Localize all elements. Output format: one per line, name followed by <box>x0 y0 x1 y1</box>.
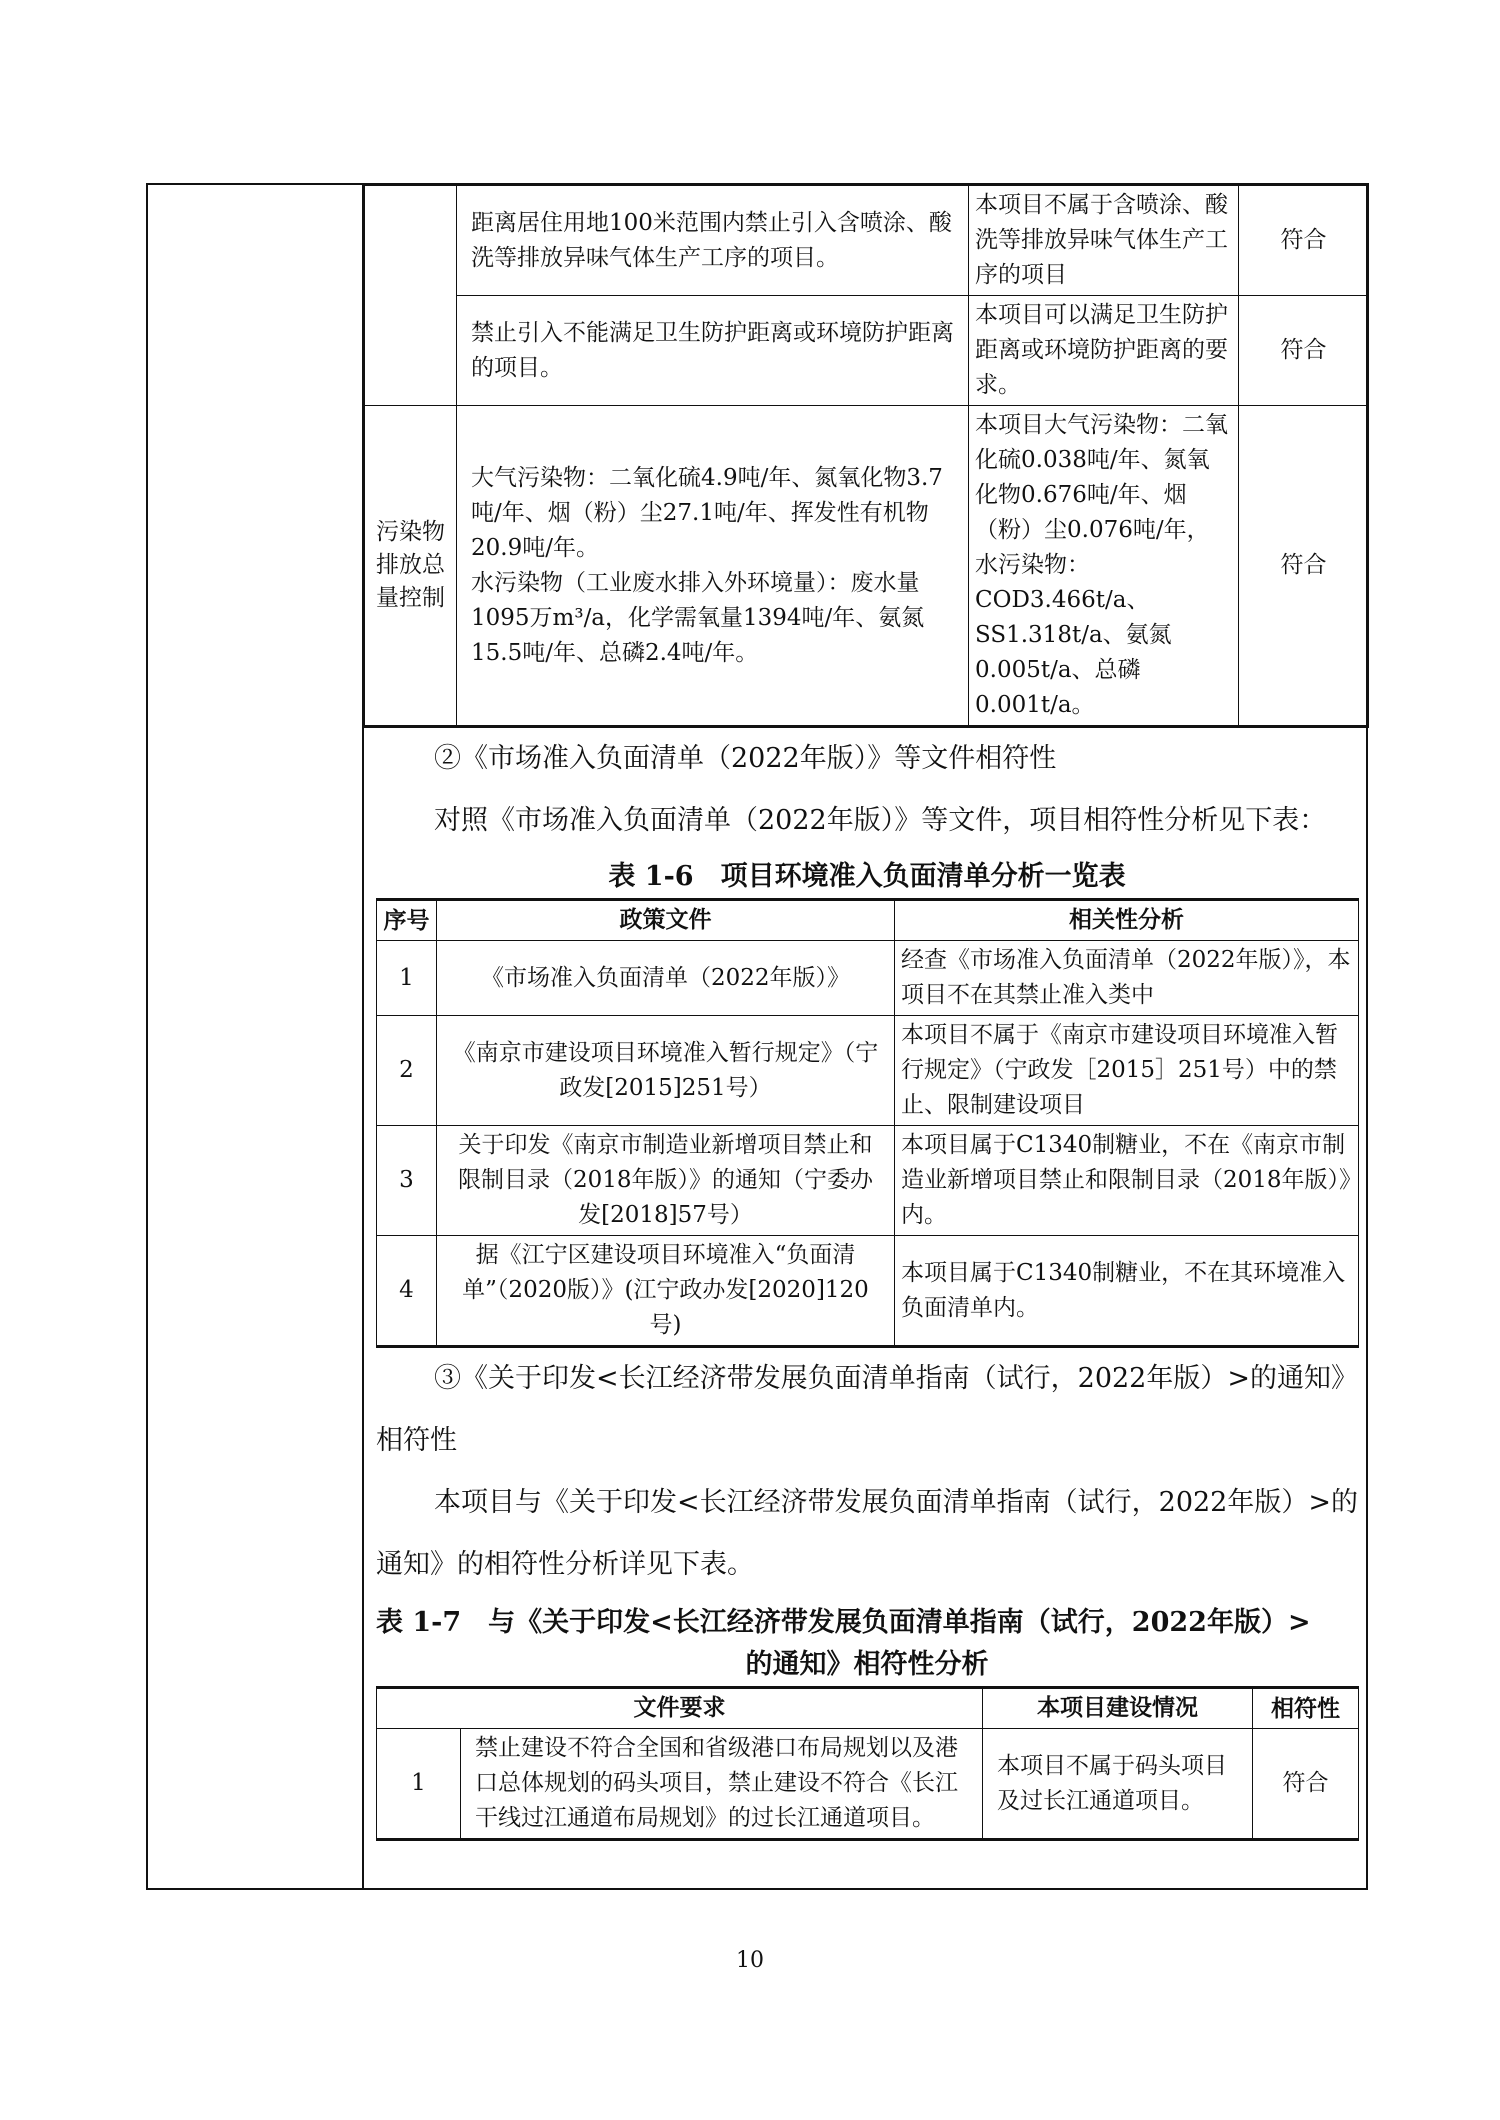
section-2-heading: ②《市场准入负面清单（2022年版）》等文件相符性 <box>434 743 1057 774</box>
table-row <box>377 941 1359 1016</box>
row-policy: 《南京市建设项目环境准入暂行规定》（宁政发[2015]251号） <box>437 1016 895 1126</box>
table-row <box>365 406 1369 727</box>
table-7-caption-line1: 表 1-7 与《关于印发<长江经济带发展负面清单指南（试行，2022年版）> <box>376 1607 1311 1638</box>
zoning-requirement-table <box>364 183 1369 728</box>
row-requirement: 禁止建设不符合全国和省级港口布局规划以及港口总体规划的码头项目，禁止建设不符合《长江干线过江通道布局规划》的过长江通道项目。 <box>461 1729 983 1840</box>
row-no: 1 <box>377 941 437 1016</box>
table-6 <box>376 898 1359 1348</box>
table-row <box>377 1729 1359 1840</box>
row-status: 本项目不属于码头项目及过长江通道项目。 <box>983 1729 1253 1840</box>
header-result: 相符性 <box>1253 1688 1359 1729</box>
row-policy: 据《江宁区建设项目环境准入“负面清单”（2020版）》(江宁政办发[2020]120号) <box>437 1236 895 1347</box>
requirement-cell: 距离居住用地100米范围内禁止引入含喷涂、酸洗等排放异味气体生产工序的项目。 <box>457 185 969 296</box>
section-2 <box>364 728 1368 898</box>
table-row <box>377 1236 1359 1347</box>
requirement-cell <box>457 406 969 727</box>
project-cell: 本项目可以满足卫生防护距离或环境防护距离的要求。 <box>969 296 1239 406</box>
table-row <box>377 1016 1359 1126</box>
project-cell: 本项目不属于含喷涂、酸洗等排放异味气体生产工序的项目 <box>969 185 1239 296</box>
requirement-cell: 禁止引入不能满足卫生防护距离或环境防护距离的项目。 <box>457 296 969 406</box>
empty-category-cell <box>365 185 457 406</box>
header-analysis: 相关性分析 <box>895 900 1359 941</box>
table-row <box>377 1126 1359 1236</box>
row-analysis: 经查《市场准入负面清单（2022年版）》，本项目不在其禁止准入类中 <box>895 941 1359 1016</box>
result-cell: 符合 <box>1239 185 1369 296</box>
table-row <box>365 185 1369 296</box>
table-header-row <box>377 1688 1359 1729</box>
header-no: 序号 <box>377 900 437 941</box>
section-3 <box>364 1348 1368 1686</box>
section-3-heading: ③《关于印发<长江经济带发展负面清单指南（试行，2022年版）>的通知》相符性 <box>376 1363 1358 1456</box>
row-no: 2 <box>377 1016 437 1126</box>
row-policy: 《市场准入负面清单（2022年版）》 <box>437 941 895 1016</box>
header-status: 本项目建设情况 <box>983 1688 1253 1729</box>
header-policy: 政策文件 <box>437 900 895 941</box>
page-number: 10 <box>736 1948 764 1973</box>
table-7 <box>376 1686 1359 1841</box>
row-analysis: 本项目不属于《南京市建设项目环境准入暂行规定》（宁政发［2015］251号）中的禁止、限制建设项目 <box>895 1016 1359 1126</box>
table-header-row <box>377 900 1359 941</box>
table-6-caption: 表 1-6 项目环境准入负面清单分析一览表 <box>608 861 1126 892</box>
row-no: 1 <box>377 1729 461 1840</box>
row-result: 符合 <box>1253 1729 1359 1840</box>
row-analysis: 本项目属于C1340制糖业，不在其环境准入负面清单内。 <box>895 1236 1359 1347</box>
project-cell: 本项目大气污染物：二氧化硫0.038吨/年、氮氧化物0.676吨/年、烟（粉）尘0.076吨/年，水污染物：COD3.466t/a、SS1.318t/a、氨氮0.005t/a、总磷0.001t/a。 <box>969 406 1239 727</box>
result-cell: 符合 <box>1239 406 1369 727</box>
row-no: 3 <box>377 1126 437 1236</box>
row-no: 4 <box>377 1236 437 1347</box>
category-cell: 污染物排放总量控制 <box>365 406 457 727</box>
page-content <box>364 183 1368 1841</box>
result-cell: 符合 <box>1239 296 1369 406</box>
section-2-intro: 对照《市场准入负面清单（2022年版）》等文件，项目相符性分析见下表： <box>434 805 1327 836</box>
air-requirement: 大气污染物：二氧化硫4.9吨/年、氮氧化物3.7吨/年、烟（粉）尘27.1吨/年、挥发性有机物20.9吨/年。 <box>471 464 943 561</box>
header-requirement: 文件要求 <box>377 1688 983 1729</box>
row-policy: 关于印发《南京市制造业新增项目禁止和限制目录（2018年版）》的通知（宁委办发[2018]57号） <box>437 1126 895 1236</box>
table-7-caption-line2: 的通知》相符性分析 <box>745 1649 989 1680</box>
water-requirement: 水污染物（工业废水排入外环境量）：废水量1095万m³/a，化学需氧量1394吨/年、氨氮15.5吨/年、总磷2.4吨/年。 <box>471 569 925 666</box>
section-3-intro: 本项目与《关于印发<长江经济带发展负面清单指南（试行，2022年版）>的通知》的相符性分析详见下表。 <box>376 1487 1358 1580</box>
table-row <box>365 296 1369 406</box>
row-analysis: 本项目属于C1340制糖业，不在《南京市制造业新增项目禁止和限制目录（2018年版）》内。 <box>895 1126 1359 1236</box>
